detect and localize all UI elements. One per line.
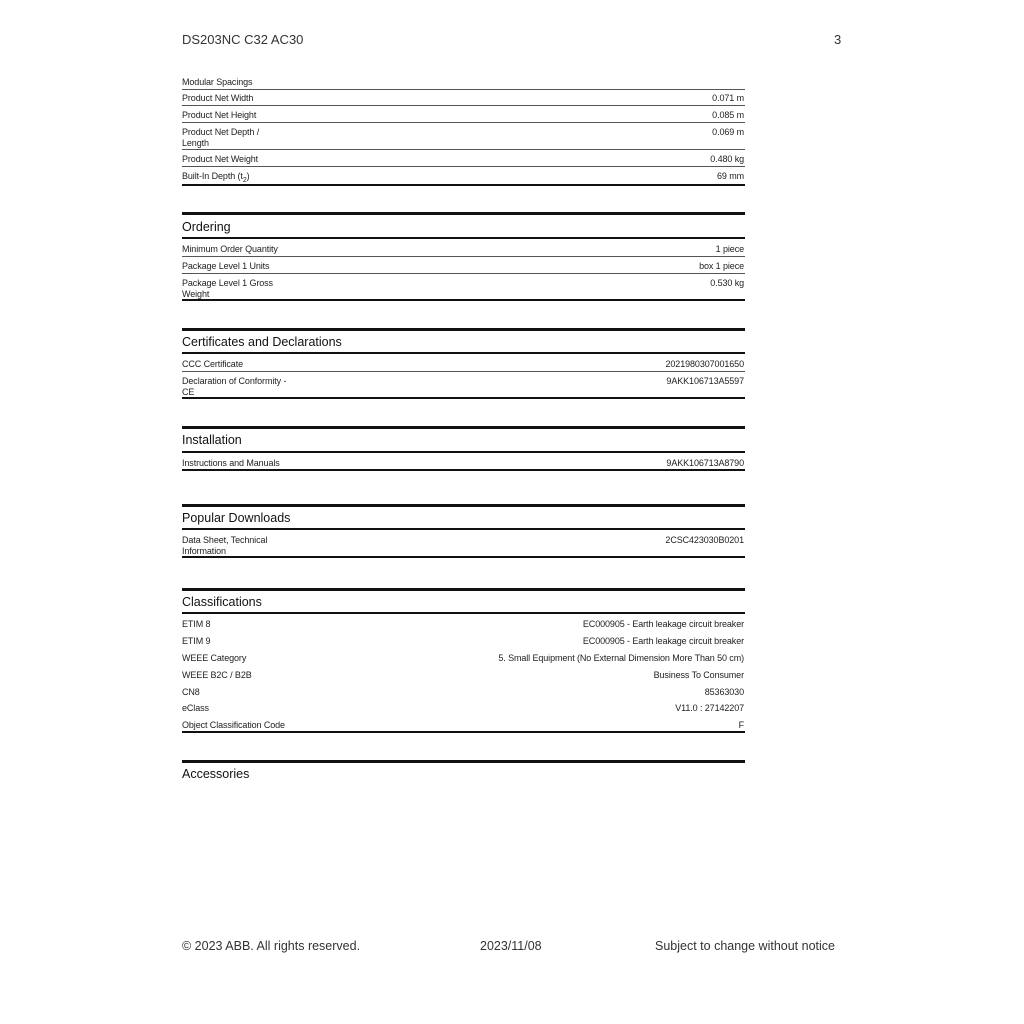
row-label: CCC Certificate — [182, 359, 244, 369]
row-value: 9AKK106713A8790 — [666, 458, 744, 468]
row-value: box 1 piece — [699, 261, 744, 271]
section-title-installation: Installation — [182, 433, 242, 447]
row-label: ETIM 9 — [182, 636, 211, 646]
section-title-downloads: Popular Downloads — [182, 511, 291, 525]
section-divider — [182, 612, 745, 614]
row-label: WEEE Category — [182, 653, 247, 663]
section-title-classifications: Classifications — [182, 595, 262, 609]
footer-notice: Subject to change without notice — [655, 939, 835, 953]
row-value: EC000905 - Earth leakage circuit breaker — [582, 636, 744, 646]
table-row — [182, 700, 745, 715]
row-label: Product Net Depth / Length — [182, 127, 260, 148]
row-value: V11.0 : 27142207 — [675, 703, 744, 713]
table-row — [182, 684, 745, 699]
table-row — [182, 90, 745, 106]
section-divider — [182, 426, 745, 429]
row-value: 0.480 kg — [710, 154, 744, 164]
row-label: Package Level 1 Gross Weight — [182, 278, 273, 299]
row-value: 0.085 m — [712, 110, 744, 120]
row-value: EC000905 - Earth leakage circuit breaker — [582, 619, 744, 629]
row-value: 2021980307001650 — [665, 359, 744, 369]
row-value: 0.071 m — [712, 93, 744, 103]
section-divider — [182, 328, 745, 331]
section-title-certificates: Certificates and Declarations — [182, 335, 342, 349]
table-row — [182, 373, 745, 399]
row-value: 5. Small Equipment (No External Dimension More Than 50 cm) — [498, 653, 744, 663]
footer-copyright: © 2023 ABB. All rights reserved. — [182, 939, 361, 953]
page-number: 3 — [834, 32, 842, 47]
row-label: Product Net Height — [182, 110, 257, 120]
table-row — [182, 74, 745, 90]
row-value: 1 piece — [715, 244, 744, 254]
row-value: F — [738, 720, 744, 730]
table-row — [182, 275, 745, 301]
section-divider — [182, 760, 745, 763]
row-value: 0.069 m — [712, 127, 744, 137]
section-divider — [182, 528, 745, 530]
row-label: Product Net Width — [182, 93, 254, 103]
row-value: 85363030 — [704, 687, 744, 697]
document-title: DS203NC C32 AC30 — [182, 32, 304, 47]
table-row — [182, 455, 745, 471]
footer-date: 2023/11/08 — [480, 939, 542, 953]
table-row — [182, 124, 745, 150]
row-label: Object Classification Code — [182, 720, 285, 730]
row-value: Business To Consumer — [653, 670, 744, 680]
table-row — [182, 107, 745, 123]
table-row — [182, 532, 745, 558]
section-divider — [182, 588, 745, 591]
row-label: Package Level 1 Units — [182, 261, 270, 271]
row-label: ETIM 8 — [182, 619, 211, 629]
section-divider — [182, 212, 745, 215]
section-title-ordering: Ordering — [182, 220, 231, 234]
table-row — [182, 151, 745, 167]
row-label: Product Net Weight — [182, 154, 259, 164]
table-row — [182, 258, 745, 274]
table-row — [182, 717, 745, 733]
row-label: Data Sheet, Technical Information — [182, 535, 268, 556]
section-divider — [182, 504, 745, 507]
row-value: 0.530 kg — [710, 278, 744, 288]
section-divider — [182, 352, 745, 354]
table-row — [182, 356, 745, 372]
table-row — [182, 168, 745, 186]
row-label: Instructions and Manuals — [182, 458, 280, 468]
row-label: WEEE B2C / B2B — [182, 670, 252, 680]
table-row — [182, 633, 745, 648]
table-row — [182, 616, 745, 631]
row-label: Minimum Order Quantity — [182, 244, 278, 254]
row-label: CN8 — [182, 687, 200, 697]
row-label: Declaration of Conformity - CE — [182, 376, 287, 397]
table-row — [182, 650, 745, 665]
table-row — [182, 241, 745, 257]
section-divider — [182, 451, 745, 453]
row-label: Built-In Depth $(t_2)$ — [182, 171, 250, 184]
section-title-accessories: Accessories — [182, 767, 250, 781]
row-label: eClass — [182, 703, 209, 713]
row-value: 9AKK106713A5597 — [666, 376, 744, 386]
row-value: 2CSC423030B0201 — [665, 535, 744, 545]
row-label: Modular Spacings — [182, 77, 253, 87]
row-value: 69 mm — [716, 171, 744, 181]
table-row — [182, 667, 745, 682]
section-divider — [182, 237, 745, 239]
